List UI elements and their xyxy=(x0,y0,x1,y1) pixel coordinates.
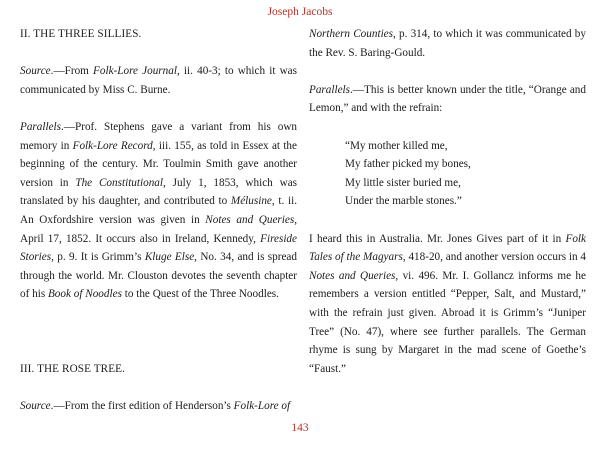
section-heading-rose-tree: III. THE ROSE TREE. xyxy=(20,362,125,375)
parallels-paragraph-three-sillies: Parallels.—Prof. Stephens gave a variant from his own memory in Folk-Lore Record, iii. 155, as told in Essex at the beginning of the century. Mr. Toulmin Smith gave another version in The Constitutional, July 1, 1853, which was translated by his daughter, and contributed to Mélusine, t. ii. An Oxfordshire version was given in Notes and Queries, April 17, 1852. It occurs also in Ireland, Kennedy, Fireside Stories, p. 9. It is Grimm’s Kluge Else, No. 34, and is spread through the world. Mr. Clouston devotes the seventh chapter of his Book of Noodles to the Quest of the Three Noodles. xyxy=(20,120,298,301)
section-heading-three-sillies: II. THE THREE SILLIES. xyxy=(20,28,142,40)
verse-line: “My mother killed me, xyxy=(345,139,448,152)
right-column xyxy=(309,25,586,378)
parallels-paragraph-rose-tree: Parallels.—This is better known under the title, “Orange and Lemon,” and with the refrain: xyxy=(309,83,586,115)
running-head: Joseph Jacobs xyxy=(267,6,333,18)
left-column xyxy=(20,25,297,415)
verse-line: Under the marble stones.” xyxy=(345,195,462,208)
verse-line: My little sister buried me, xyxy=(345,176,461,189)
refrain-verse xyxy=(345,137,586,211)
source-paragraph-three-sillies: Source.—From Folk-Lore Journal, ii. 40-3; to which it was communicated by Miss C. Burne. xyxy=(20,65,298,96)
page-number: 143 xyxy=(291,422,309,434)
source-continuation: Northern Counties, p. 314, to which it was communicated by the Rev. S. Baring-Gould. xyxy=(309,28,586,59)
source-paragraph-rose-tree: Source.—From the first edition of Henderson’s Folk-Lore of xyxy=(20,399,291,412)
closing-paragraph: I heard this in Australia. Mr. Jones Gives part of it in Folk Tales of the Magyars, 418-20, and another version occurs in 4 Notes and Queries, vi. 496. Mr. I. Gollancz informs me he remembers a version entitled “Pepper, Salt, and Mustard,” with the refrain just given. Abroad it is Grimm’s “Juniper Tree” (No. 47), where see further parallels. The German rhyme is sung by Margaret in the mad scene of Goethe’s “Faust.” xyxy=(309,232,586,375)
verse-line: My father picked my bones, xyxy=(345,158,471,171)
